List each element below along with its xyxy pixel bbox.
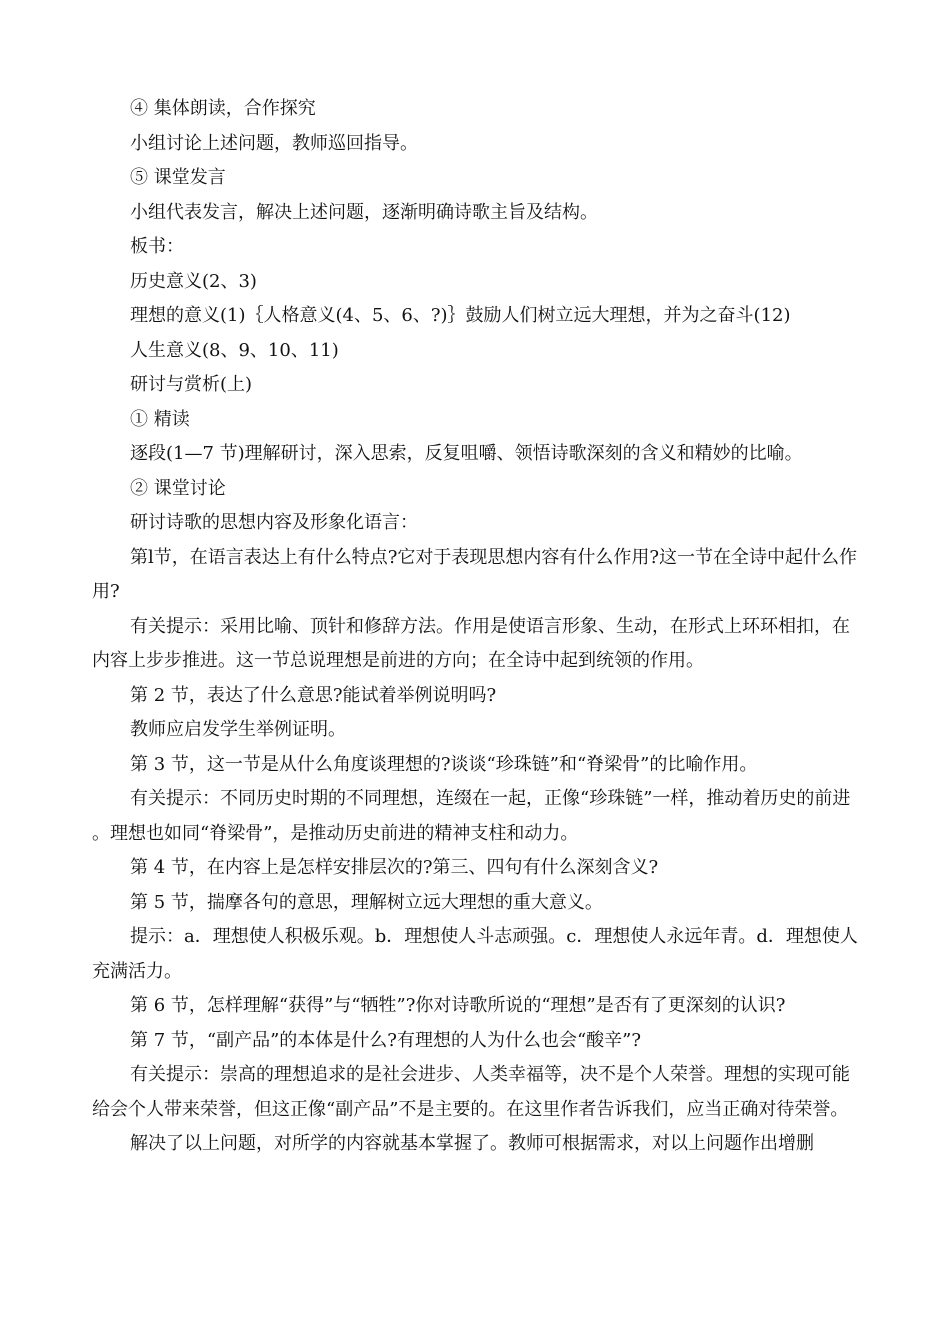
paragraph-25: 有关提示：崇高的理想追求的是社会进步、人类幸福等，决不是个人荣誉。理想的实现可能给会个人带来荣誉，但这正像“副产品”不是主要的。在这里作者告诉我们，应当正确对待荣誉。	[92, 1064, 850, 1120]
paragraph-24: 第 7 节，“副产品”的本体是什么?有理想的人为什么也会“酸辛”?	[130, 1029, 642, 1051]
paragraph-10: ① 精读	[130, 408, 190, 430]
paragraph-20: 第 4 节，在内容上是怎样安排层次的?第三、四句有什么深刻含义?	[130, 857, 659, 878]
paragraph-18: 第 3 节，这一节是从什么角度谈理想的?谈谈“珍珠链”和“脊梁骨”的比喻作用。	[130, 753, 758, 775]
paragraph-9: 研讨与赏析(上)	[130, 374, 253, 395]
document-page	[92, 92, 858, 1162]
paragraph-8: 人生意义(8、9、10、11)	[130, 339, 339, 361]
paragraph-12: ② 课堂讨论	[130, 477, 226, 499]
paragraph-16: 第 2 节，表达了什么意思?能试着举例说明吗?	[130, 684, 497, 706]
paragraph-13: 研讨诗歌的思想内容及形象化语言：	[130, 512, 418, 533]
paragraph-6: 历史意义(2、3)	[130, 270, 257, 292]
paragraph-4: 小组代表发言，解决上述问题，逐渐明确诗歌主旨及结构。	[130, 201, 598, 223]
paragraph-14: 第l节，在语言表达上有什么特点?它对于表现思想内容有什么作用?这一节在全诗中起什么作用?	[92, 546, 858, 602]
paragraph-2: 小组讨论上述问题，教师巡回指导。	[130, 132, 418, 154]
paragraph-19: 有关提示：不同历史时期的不同理想，连缀在一起，正像“珍珠链”一样，推动着历史的前进。理想也如同“脊梁骨”，是推动历史前进的精神支柱和动力。	[92, 788, 851, 844]
paragraph-26: 解决了以上问题，对所学的内容就基本掌握了。教师可根据需求，对以上问题作出增删	[130, 1133, 814, 1154]
paragraph-23: 第 6 节，怎样理解“获得”与“牺牲”?你对诗歌所说的“理想”是否有了更深刻的认识?	[130, 995, 786, 1016]
paragraph-11: 逐段(1—7 节)理解研讨，深入思索，反复咀嚼、领悟诗歌深刻的含义和精妙的比喻。	[130, 443, 803, 464]
paragraph-3: ⑤ 课堂发言	[130, 167, 226, 188]
paragraph-7: 理想的意义(1)｛人格意义(4、5、6、?)｝鼓励人们树立远大理想，并为之奋斗(12)	[130, 305, 791, 326]
paragraph-22: 提示：a．理想使人积极乐观。b．理想使人斗志顽强。c．理想使人永远年青。d．理想使人充满活力。	[92, 926, 858, 982]
paragraph-17: 教师应启发学生举例证明。	[130, 719, 346, 740]
paragraph-15: 有关提示：采用比喻、顶针和修辞方法。作用是使语言形象、生动，在形式上环环相扣，在内容上步步推进。这一节总说理想是前进的方向；在全诗中起到统领的作用。	[92, 615, 850, 671]
paragraph-5: 板书：	[130, 236, 184, 257]
paragraph-21: 第 5 节，揣摩各句的意思，理解树立远大理想的重大意义。	[130, 891, 603, 913]
paragraph-1: ④ 集体朗读，合作探究	[130, 98, 316, 119]
